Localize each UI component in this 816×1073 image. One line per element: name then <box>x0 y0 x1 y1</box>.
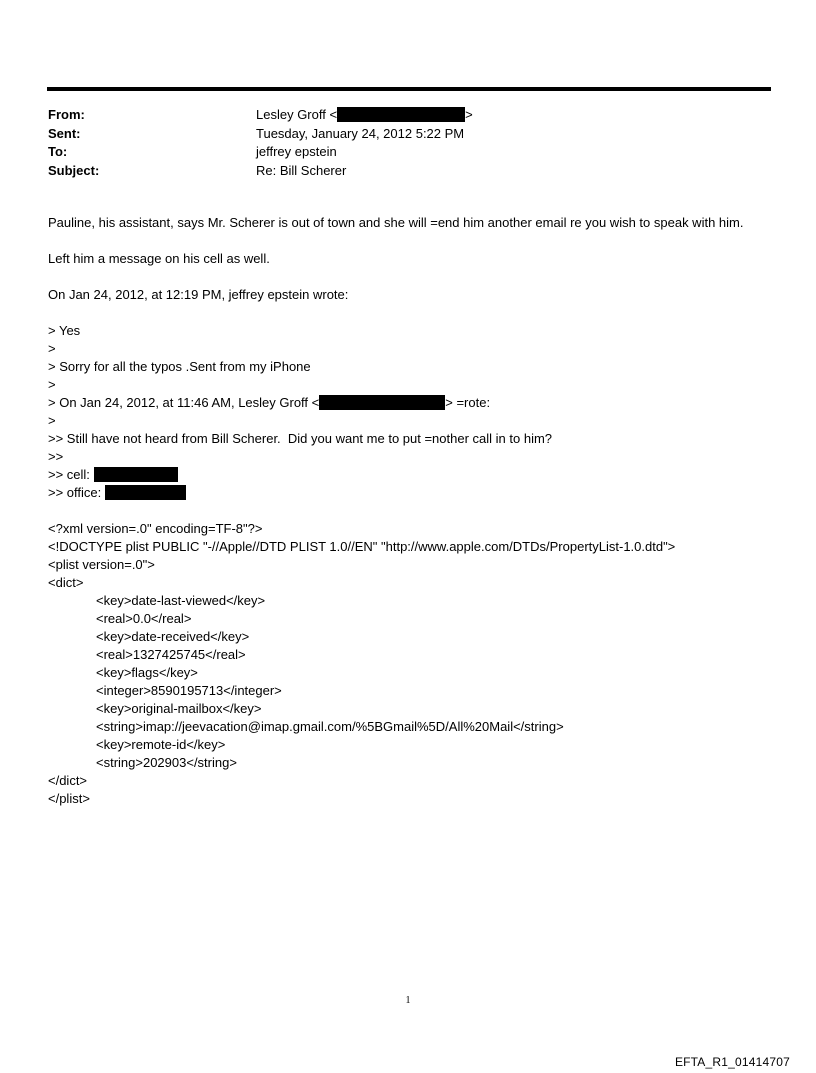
plist-line: <key>date-received</key> <box>96 629 250 644</box>
plist-line: <plist version=.0"> <box>48 557 155 572</box>
email-header <box>48 106 748 180</box>
quote-line: >> Still have not heard from Bill Scherer. Did you want me to put =nother call in to him? <box>48 431 553 446</box>
cell-label: >> cell: <box>48 467 94 482</box>
quoted-message <box>48 322 788 502</box>
plist-line: </plist> <box>48 791 90 806</box>
quote-line-office <box>48 484 788 502</box>
quote-line: > <box>48 377 56 392</box>
plist-block <box>48 520 788 808</box>
plist-line: <key>original-mailbox</key> <box>96 701 262 716</box>
quote-line: > Yes <box>48 323 81 338</box>
bates-number: EFTA_R1_01414707 <box>674 1055 790 1069</box>
plist-line: <key>date-last-viewed</key> <box>96 593 266 608</box>
plist-line: </dict> <box>48 773 88 788</box>
sent-value: Tuesday, January 24, 2012 5:22 PM <box>256 125 465 141</box>
to-value: jeffrey epstein <box>256 144 337 159</box>
from-name: Lesley Groff < <box>256 107 338 122</box>
body-paragraph-1: Pauline, his assistant, says Mr. Scherer is out of town and she will =end him another email re you wish to speak with him. <box>48 215 744 230</box>
plist-line: <real>0.0</real> <box>96 611 192 626</box>
plist-line: <key>remote-id</key> <box>96 737 226 752</box>
subject-row <box>48 162 748 181</box>
quote-line-cell <box>48 466 788 484</box>
quote-line: > <box>48 413 56 428</box>
to-label: To: <box>48 144 68 159</box>
header-divider-rule <box>47 87 771 91</box>
from-close: > <box>465 107 473 122</box>
quote-line: > Sorry for all the typos .Sent from my iPhone <box>48 359 311 374</box>
body-paragraph-2: Left him a message on his cell as well. <box>48 251 270 266</box>
quote-line: >> <box>48 449 64 464</box>
to-row <box>48 143 748 162</box>
plist-line: <?xml version=.0" encoding=TF-8"?> <box>48 521 263 536</box>
subject-value: Re: Bill Scherer <box>256 162 347 178</box>
from-label: From: <box>48 107 85 122</box>
quote-line: > <box>48 341 56 356</box>
redacted-email-from <box>337 107 465 122</box>
quote-line-with-redaction <box>48 394 788 412</box>
from-row <box>48 106 748 125</box>
plist-line: <string>202903</string> <box>96 755 237 770</box>
plist-line: <!DOCTYPE plist PUBLIC "-//Apple//DTD PLIST 1.0//EN" "http://www.apple.com/DTDs/PropertyList-1.0.dtd"> <box>48 539 676 554</box>
office-label: >> office: <box>48 485 105 500</box>
plist-line: <integer>8590195713</integer> <box>96 683 282 698</box>
plist-line: <real>1327425745</real> <box>96 647 246 662</box>
plist-line: <key>flags</key> <box>96 665 198 680</box>
redacted-cell-number <box>94 467 178 482</box>
redacted-email-quote <box>319 395 445 410</box>
email-body <box>48 214 788 808</box>
body-paragraph-3: On Jan 24, 2012, at 12:19 PM, jeffrey epstein wrote: <box>48 287 349 302</box>
sent-row <box>48 125 748 144</box>
page-number: 1 <box>405 995 411 1006</box>
redacted-office-number <box>105 485 186 500</box>
plist-line: <string>imap://jeevacation@imap.gmail.com/%5BGmail%5D/All%20Mail</string> <box>96 719 564 734</box>
sent-label: Sent: <box>48 125 81 141</box>
subject-label: Subject: <box>48 162 100 178</box>
quote-prefix: > On Jan 24, 2012, at 11:46 AM, Lesley Groff < <box>48 395 320 410</box>
quote-suffix: > =rote: <box>445 395 491 410</box>
plist-line: <dict> <box>48 575 84 590</box>
from-value <box>256 106 473 125</box>
